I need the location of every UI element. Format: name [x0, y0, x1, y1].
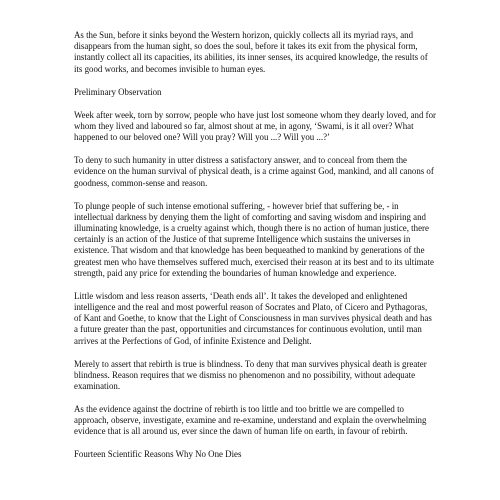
paragraph-5: Merely to assert that rebirth is true is blindness. To deny that man survives physical death is greater blindness. Reason requires that we dismiss no phenomenon and no possibility, without adequate examination.	[74, 358, 427, 392]
paragraph-3: To plunge people of such intense emotional suffering, - however brief that suffering be, - in intellectual darkness by denying them the light of comforting and saving wisdom and inspiring and illuminating knowledge, is a cruelty against which, though there is no action of human justice, there certainly is an action of the Justice of that supreme Intelligence which sustains the universes in existence. That wisdom and that knowledge has been bequeathed to mankind by generations of the greatest men who have themselves suffered much, exercised their reason at its best and to its ultimate strength, paid any price for extending the boundaries of human knowledge and experience.	[74, 200, 434, 278]
paragraph-4: Little wisdom and less reason asserts, ‘Death ends all’. It takes the developed and enlightened intelligence and the real and most powerful reason of Socrates and Plato, of Cicero and Pythagoras, of Kant and Goethe, to know that the Light of Consciousness in man survives physical death and has a future greater than the past, opportunities and circumstances for continuous evolution, until man arrives at the Perfections of God, of infinite Existence and Delight.	[74, 290, 432, 346]
paragraph-6: As the evidence against the doctrine of rebirth is too little and too brittle we are compelled to approach, observe, investigate, examine and re-examine, understand and explain the overwhelming evidence that is all around us, ever since the dawn of human life on earth, in favour of rebirth.	[74, 404, 427, 437]
paragraph-1: Week after week, torn by sorrow, people who have just lost someone whom they dearly loved, and for whom they lived and laboured so far, almost shout at me, in agony, ‘Swami, is it all over? What happened to our beloved one? Will you pray? Will you ...? Will you ...?’	[74, 109, 436, 143]
final-heading: Fourteen Scientific Reasons Why No One Dies	[74, 449, 242, 460]
section-heading: Preliminary Observation	[74, 86, 162, 97]
intro-paragraph: As the Sun, before it sinks beyond the Western horizon, quickly collects all its myriad rays, and disappears from the human sight, so does the soul, before it takes its exit from the physical form, instantly collect all its capacities, its abilities, its inner senses, its acquired knowledge, the results of its good works, and becomes invisible to human eyes.	[74, 30, 428, 74]
paragraph-2: To deny to such humanity in utter distress a satisfactory answer, and to conceal from them the evidence on the human survival of physical death, is a crime against God, mankind, and all canons of goodness, common-sense and reason.	[74, 155, 434, 188]
document-body	[74, 30, 436, 473]
